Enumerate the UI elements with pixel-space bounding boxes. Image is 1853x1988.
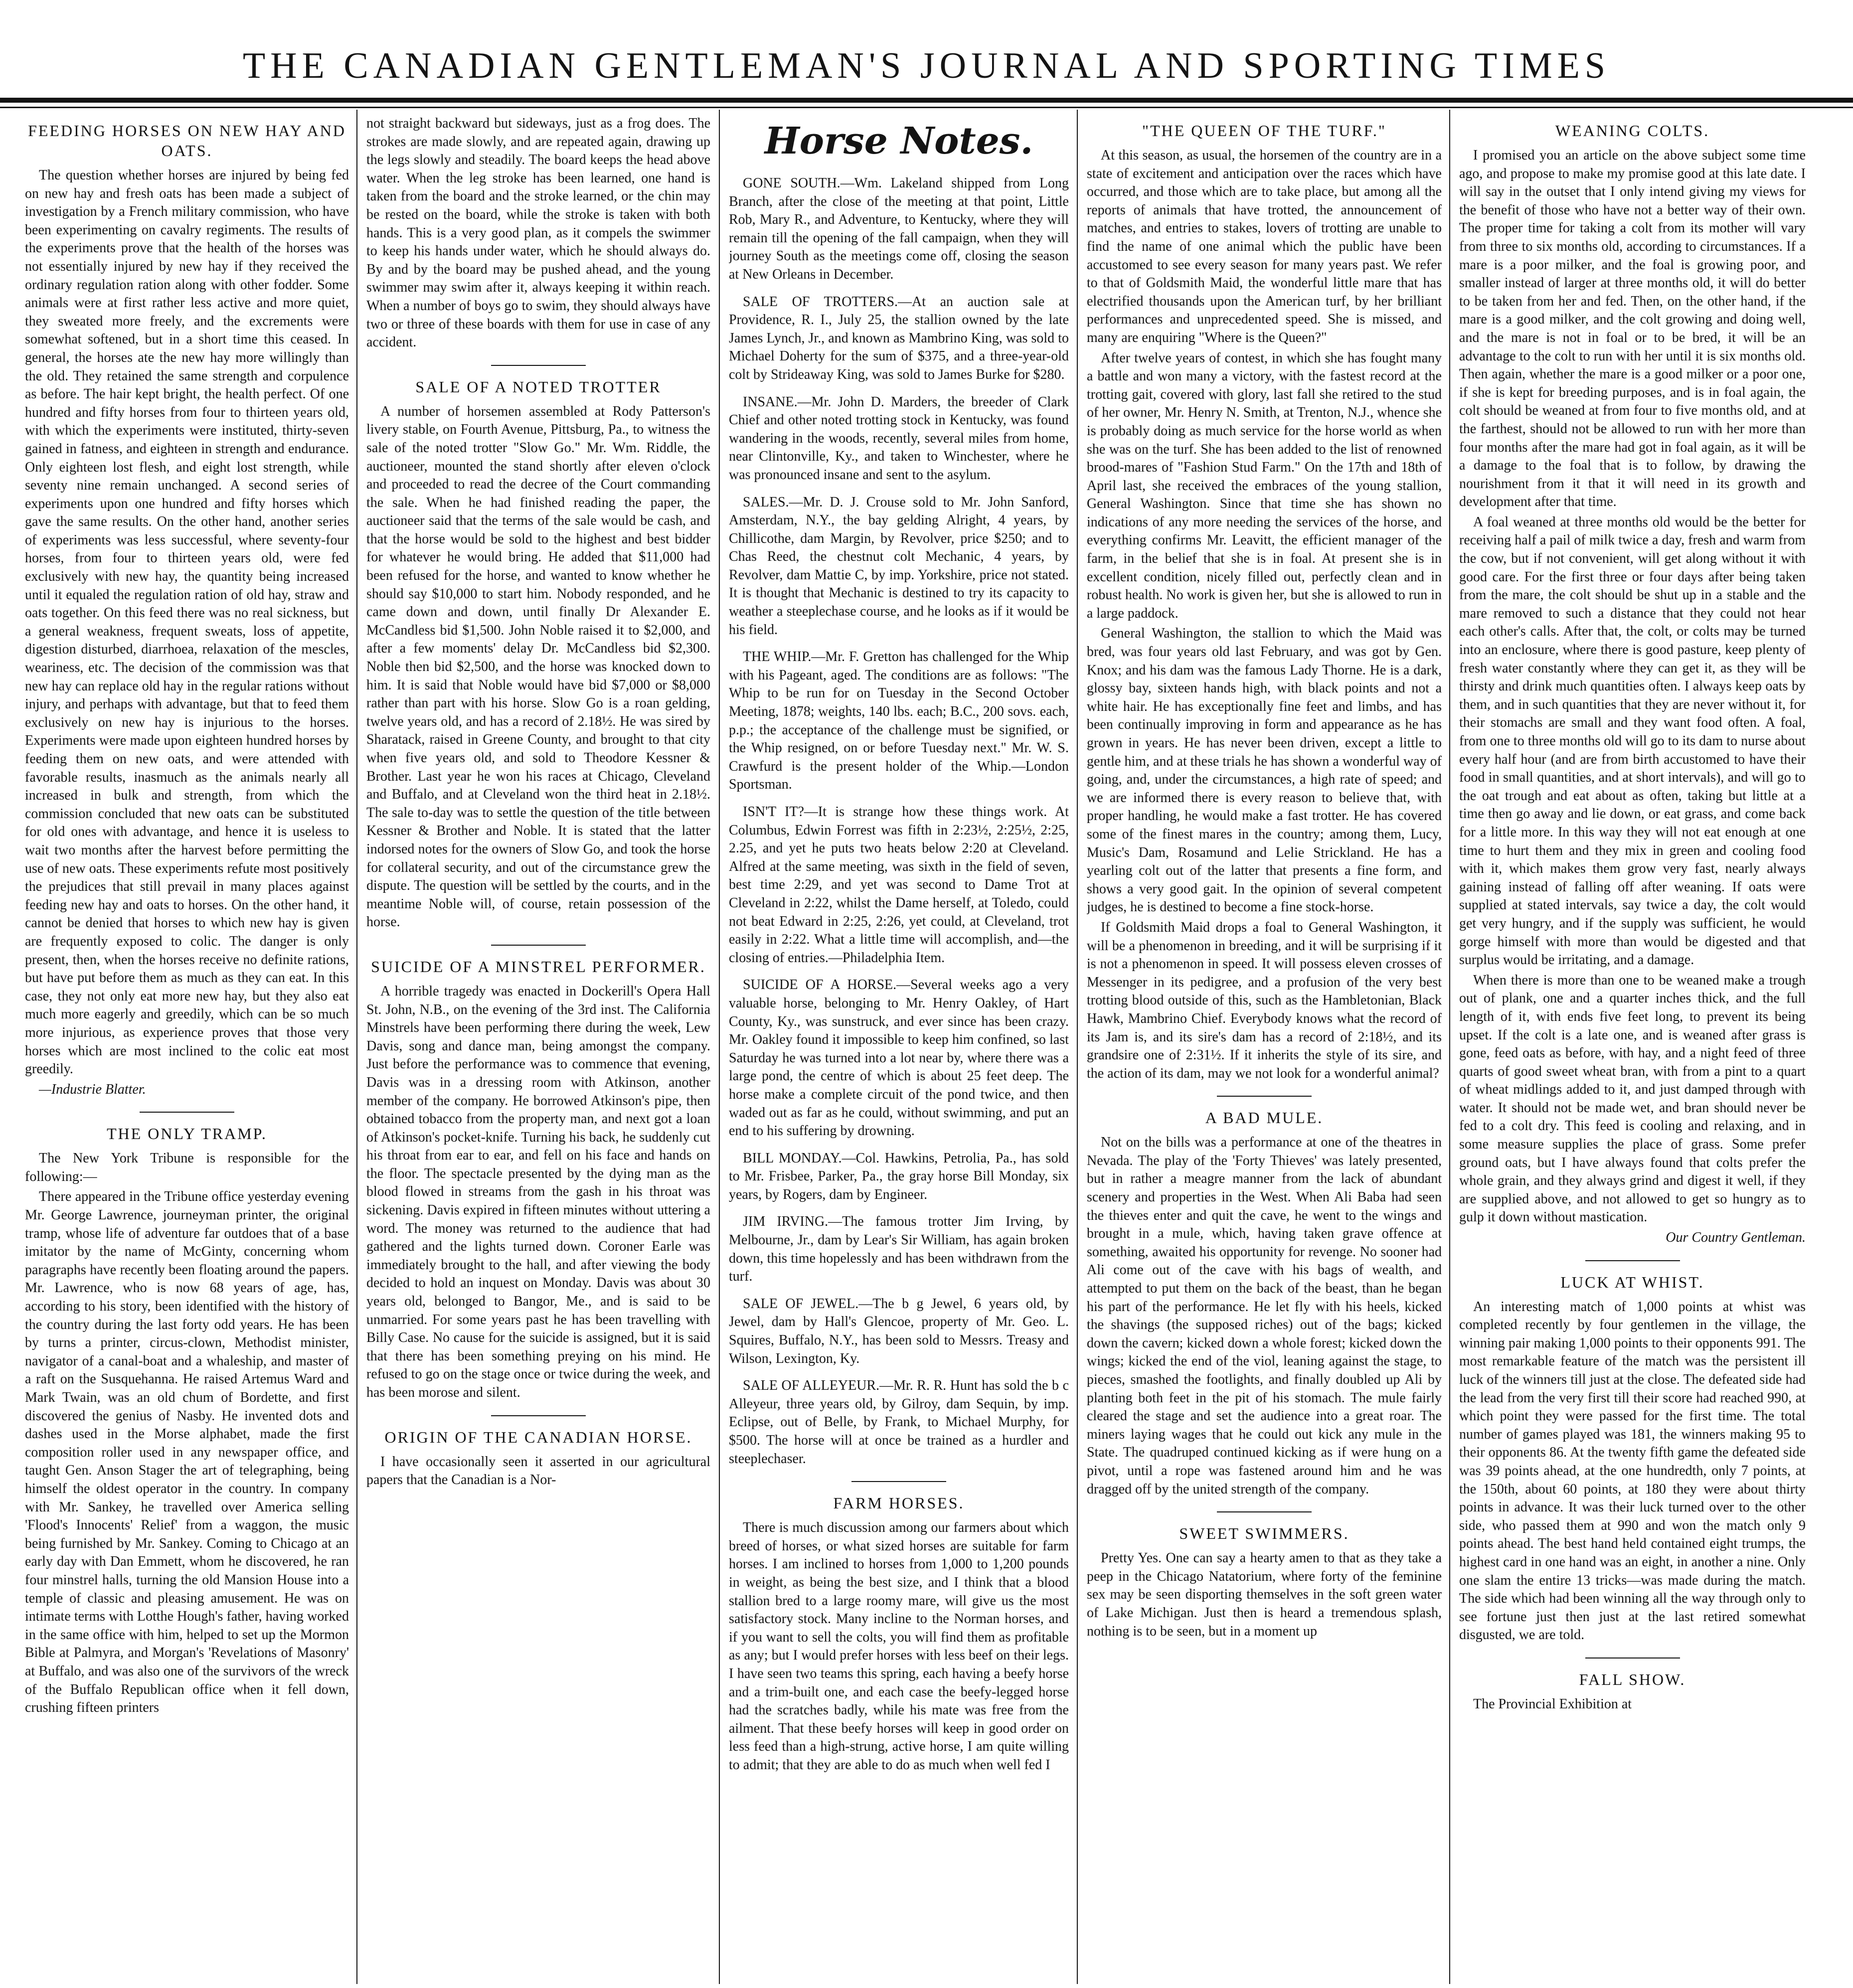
- column-1: [25, 115, 349, 1979]
- headline-sweet-swimmers: SWEET SWIMMERS.: [1179, 1524, 1349, 1543]
- headline-suicide-minstrel: SUICIDE OF A MINSTREL PERFORMER.: [371, 957, 706, 976]
- note-item: ISN'T IT?—It is strange how these things work. At Columbus, Edwin Forrest was fifth in 2:23½, 2:25½, 2:25, 2.25, and yet he puts two heats below 2:20 at Cleveland. Alfred at the same meeting, was sixth in the field of seven, best time 2:29, and yet was second to Dame Trot at Cleveland in 2:22, whilst the Dame herself, at Toledo, could not beat Edward in 2:25, 2:26, yet could, at Cleveland, trot easily in 2:22. What a little time will accomplish, and—the closing of entries.—Philadelphia Item.: [729, 804, 1069, 966]
- masthead: THE CANADIAN GENTLEMAN'S JOURNAL AND SPORTING TIMES: [242, 45, 1610, 86]
- article-paragraph: The Provincial Exhibition at: [1473, 1696, 1632, 1712]
- article-paragraph: not straight backward but sideways, just as a frog does. The strokes are made slowly, and are repeated again, drawing up the legs slowly and steadily. The board keeps the head above water. When the leg stroke has been learned, one hand is taken from the board and the stroke learned, or the chin may be rested on the board, while the stroke is taken with both hands. This is a very good plan, as it compels the swimmer to keep his hands under water, which he should always do. By and by the board may be pushed ahead, and the young swimmer may swim after it, always keeping it within reach. When a number of boys go to swim, they should always have two or three of these boards with them for use in case of any accident.: [366, 116, 710, 350]
- note-item: GONE SOUTH.—Wm. Lakeland shipped from Long Branch, after the close of the meeting at that point, Little Rob, Mary R., and Adventure, to Kentucky, where they will remain till the opening of the fall campaign, when they will journey South as the meetings come off, closing the season at New Orleans in December.: [729, 175, 1069, 282]
- article-paragraph: At this season, as usual, the horsemen of the country are in a state of excitement and anticipation over the races which have occurred, and those which are to take place, but among all the reports of animals that have trotted, the announcement of matches, and entries to stakes, lovers of trotting are unable to find the name of one animal which the public have been accustomed to see every season for many years past. We refer to that of Goldsmith Maid, the wonderful little mare that has electrified thousands upon the American turf, by her brilliant performances and unprecedented speed. She is missed, and many are enquiring "Where is the Queen?": [1087, 148, 1442, 345]
- article-paragraph: A number of horsemen assembled at Rody Patterson's livery stable, on Fourth Avenue, Pittsburg, Pa., to witness the sale of the noted trotter "Slow Go." Mr. Wm. Riddle, the auctioneer, mounted the stand shortly after eleven o'clock and proceeded to read the decree of the Court commanding the sale. When he had finished reading the paper, the auctioneer said that the terms of the sale would be cash, and that the horse would be sold to the highest and best bidder for whatever he would bring. He added that $11,000 had been refused for the horse, and wanted to know whether he should say $10,000 to start him. Nobody responded, and he came down and down, until finally Dr Alexander E. McCandless bid $1,500. John Noble raised it to $2,000, and after a few moments' delay Dr. McCandless bid $2,300. Noble then bid $2,500, and the horse was knocked down to him. It is said that Noble would have bid $7,000 or $8,000 rather than part with his horse. Slow Go is a roan gelding, twelve years old, and has a record of 2.18½. He was sired by Sharatack, raised in Greene County, and brought to that city when five years old, and sold to Theodore Kessner & Brother. Last year he won his races at Chicago, Cleveland and Buffalo, and at Cleveland won the third heat in 2.18½. The sale to-day was to settle the question of the title between Kessner & Brother and Noble. It is stated that the latter indorsed notes for the owners of Slow Go, and took the horse for collateral security, and out of the circumstance grew the dispute. The question will be settled by the courts, and in the meantime Noble will, of course, retain possession of the horse.: [366, 403, 710, 930]
- headline-queen-of-turf: "THE QUEEN OF THE TURF.": [1142, 122, 1386, 140]
- column-divider: [356, 110, 357, 1984]
- column-2: [366, 115, 710, 1979]
- note-item: SALE OF JEWEL.—The b g Jewel, 6 years old, by Jewel, dam by Hall's Glencoe, property of Mr. Geo. L. Squires, Buffalo, N.Y., has been sold to Messrs. Treasy and Wilson, Lexington, Ky.: [729, 1296, 1069, 1366]
- note-item: SALE OF ALLEYEUR.—Mr. R. R. Hunt has sold the b c Alleyeur, three years old, by Gilroy, dam Sequin, by imp. Eclipse, out of Belle, by Frank, to Michael Murphy, for $500. The horse will at once be trained as a hurdler and steeplechaser.: [729, 1378, 1069, 1467]
- article-paragraph: I have occasionally seen it asserted in our agricultural papers that the Canadian is a Nor-: [366, 1454, 710, 1488]
- article-paragraph: When there is more than one to be weaned make a trough out of plank, one and a quarter inches thick, and the full length of it, with ends five feet long, to prevent its being upset. If the colt is a late one, and is weaned after grass is gone, feed oats as before, with hay, and a night feed of three quarts of good sweet wheat bran, with from a pint to a quart of wheat midlings added to it, and just damped through with water. It should not be made wet, and bran should never be fed to a colt dry. This feed is cooling and relaxing, and in some measure supplies the place of grass. Some prefer ground oats, but I have always found that colts prefer the whole grain, and they always grind and digest it well, if they are supplied above, and not allowed to get so hungry as to gulp it down without mastication.: [1459, 972, 1806, 1225]
- article-credit: Our Country Gentleman.: [1666, 1230, 1806, 1246]
- article-paragraph: I promised you an article on the above subject some time ago, and propose to make my promise good at this late date. I will say in the outset that I only intend giving my views for the benefit of those who have not a better way of their own. The proper time for taking a colt from its mother will vary from three to six months old, according to circumstances. If a mare is a poor milker, and the foal is growing poor, and smaller instead of larger at three months old, it will do better to be taken from her and fed. Then, on the other hand, if the mare is a good milker, and the colt growing and doing well, and the mare is not in foal or to be bred, it will be an advantage to the colt to run with her until it is six months old. Then again, whether the mare is a good milker or a poor one, if she is kept for breeding purposes, and is in foal again, the colt should be weaned at from four to five months old, and at the farthest, should not be allowed to run with her more than four months after the mare had got in foal again, as it will be a damage to the foal that is to follow, by drawing the nourishment from it that it will need in its growth and development after that time.: [1459, 148, 1806, 510]
- section-separator: [851, 1481, 946, 1482]
- article-paragraph: There is much discussion among our farmers about which breed of horses, or what sized horses are suitable for farm horses. I am inclined to horses from 1,000 to 1,200 pounds in weight, as being the best size, and I think that a blood stallion bred to a large roomy mare, will give us the most satisfactory stock. Many incline to the Norman horses, and if you want to sell the colts, you will find them as profitable as any; but I would prefer horses with less beef on their legs. I have seen two teams this spring, each having a beefy horse and a trim-built one, and each case the beefy-legged horse had the scratches badly, while his mate was free from the ailment. That these beefy horses will keep in good order on less feed than a high-strung, active horse, I am quite willing to admit; that they are able to do as much when well fed I: [729, 1520, 1069, 1773]
- note-item: SUICIDE OF A HORSE.—Several weeks ago a very valuable horse, belonging to Mr. Henry Oakley, of Hart County, Ky., was sunstruck, and ever since has been crazy. Mr. Oakley found it impossible to keep him confined, so last Saturday he was turned into a lot near by, where there was a large pond, the centre of which is about 25 feet deep. The horse make a complete circuit of the pond twice, and then waded out as far as he could, without swimming, and put an end to his suffering by drowning.: [729, 977, 1069, 1139]
- section-separator: [1217, 1511, 1312, 1512]
- article-credit: —Industrie Blatter.: [39, 1081, 146, 1097]
- headline-origin-canadian-horse: ORIGIN OF THE CANADIAN HORSE.: [384, 1428, 692, 1446]
- column-divider: [1077, 110, 1078, 1984]
- headline-weaning-colts: WEANING COLTS.: [1555, 122, 1710, 140]
- article-paragraph: If Goldsmith Maid drops a foal to General Washington, it will be a phenomenon in breeding, and it will be surprising if it is not a phenomenon in speed. It will possess eleven crosses of Messenger in its pedigree, and a profusion of the very best trotting blood outside of this, such as the Hambletonian, Black Hawk, Mambrino Chief. Everybody knows what the record of its Jam is, and its sire's dam has a record of 2:18½, and its grandsire one of 2:31½. If it inherits the style of its sire, and the action of its dam, may we not look for a wonderful animal?: [1087, 919, 1442, 1081]
- article-paragraph: A horrible tragedy was enacted in Dockerill's Opera Hall St. John, N.B., on the evening of the 3rd inst. The California Minstrels have been performing there during the week, Lew Davis, song and dance man, being amongst the company. Just before the performance was to commence that evening, Davis was in a dressing room with Atkinson, another member of the company. He borrowed Atkinson's pipe, then obtained tobacco from the property man, and next got a loan of Atkinson's pocket-knife. Turning his back, he suddenly cut his throat from ear to ear, and fell on his face and hands on the floor. The spectacle presented by the dying man as the blood flowed in streams from the gash in his throat was sickening. Davis expired in fifteen minutes without uttering a word. The money was returned to the audience that had gathered and the lights turned down. Coroner Earle was immediately brought to the hall, and after viewing the body decided to hold an inquest on Monday. Davis was about 30 years old, belonged to Bangor, Me., and is said to be unmarried. For some years past he has been travelling with Billy Case. No cause for the suicide is assigned, but it is said that there has been something preying on his mind. He refused to go on the stage once or twice during the week, and has been morose and silent.: [366, 983, 710, 1400]
- note-item: BILL MONDAY.—Col. Hawkins, Petrolia, Pa., has sold to Mr. Frisbee, Parker, Pa., the gray horse Bill Monday, six years, by Rogers, dam by Engineer.: [729, 1150, 1069, 1202]
- note-item: SALE OF TROTTERS.—At an auction sale at Providence, R. I., July 25, the stallion owned by the late James Lynch, Jr., and known as Mambrino King, was sold to Michael Doherty for the sum of $375, and a three-year-old colt by Strideaway King, was sold to James Burke for $280.: [729, 294, 1069, 382]
- article-paragraph: Pretty Yes. One can say a hearty amen to that as they take a peep in the Chicago Natatorium, where forty of the feminine sex may be seen disporting themselves in the soft green water of Lake Michigan. Just then is heard a tremendous splash, nothing is to be seen, but in a moment up: [1087, 1550, 1442, 1639]
- note-item: JIM IRVING.—The famous trotter Jim Irving, by Melbourne, Jr., dam by Lear's Sir William, has again broken down, this time hopelessly and has been withdrawn from the turf.: [729, 1214, 1069, 1285]
- headline-luck-at-whist: LUCK AT WHIST.: [1560, 1273, 1704, 1291]
- article-paragraph: The New York Tribune is responsible for the following:—: [25, 1151, 349, 1184]
- headline-sale-noted-trotter: SALE OF A NOTED TROTTER: [415, 377, 662, 396]
- note-item: SALES.—Mr. D. J. Crouse sold to Mr. John Sanford, Amsterdam, N.Y., the bay gelding Alright, 4 years, by Chillicothe, dam Margin, by Revolver, price $250; and to Chas Reed, the chestnut colt Mechanic, 4 years, by Revolver, dam Mattie C, by imp. Yorkshire, price not stated. It is thought that Mechanic is destined to try its capacity to weather a steeplechase course, and he looks as if it would be his field.: [729, 494, 1069, 638]
- column-5: [1459, 115, 1806, 1979]
- section-separator: [491, 945, 586, 946]
- section-separator: [1217, 1096, 1312, 1097]
- section-separator: [491, 1415, 586, 1416]
- article-paragraph: A foal weaned at three months old would be the better for receiving half a pail of milk twice a day, fresh and warm from the cow, but if not convenient, will get along without it with good care. For the first three or four days after being taken from the mare, the colt should be shut up in a stable and the mare removed to such a distance that they could not hear each other's calls. After that, the colt, or colts may be turned into an enclosure, where there is good pasture, keep plenty of fresh water constantly where they can get it, as they will be thirsty and drink much quantities often. I always keep oats by them, and in such quantities that they are never without it, for their stomachs are small and they want food often. A foal, from one to three months old will go to its dam to nurse about every half hour (and are from birth accustomed to have their food in small quantities, and at short intervals), and will go to the oat trough and eat about as often, taking but little at a time then go away and lie down, or eat grass, and come back for a little more. In this way they will not eat enough at one time to hurt them and they mix in green and cooling food with it, which makes them grow very fast, nearly always gaining instead of falling off after weaning. If oats were supplied at stated intervals, say twice a day, the colt would get very hungry, and if the supply was sufficient, he would gorge himself with more than would be digested and that surplus would be irritating, and a damage.: [1459, 514, 1806, 968]
- section-separator: [491, 365, 586, 366]
- section-title-horse-notes: Horse Notes.: [764, 120, 1033, 163]
- headline-bad-mule: A BAD MULE.: [1205, 1109, 1324, 1127]
- article-paragraph: The question whether horses are injured by being fed on new hay and fresh oats has been made a subject of investigation by a French military commission, who have been experimenting on cavalry regiments. The results of the experiments prove that the health of the horses was not essentially injured by new hay if they received the ordinary regulation ration along with other fodder. Some animals were at first rather less active and more quiet, they sweated more freely, and the excrements were somewhat softened, but in a short time this ceased. In general, the horses ate the new hay more willingly than the old. They retained the same strength and corpulence as before. The hair kept bright, the health perfect. Of one hundred and fifty horses from four to thirteen years old, with which the experiments were instituted, thirty-seven gained in fatness, and eighteen in strength and endurance. Only eighteen lost flesh, and eight lost strength, while seventy nine remain unchanged. A second series of experiments upon one hundred and fifty horses which gave the same results. On the other hand, another series of experiments was less successful, where seventy-four horses, from four to thirteen years old, were fed exclusively with new hay, the quantity being increased until it equaled the regulation ration of old hay, straw and oats together. On this feed there was no real sickness, but a general weakness, frequent sweats, loss of appetite, digestion disturbed, diarrhoea, relaxation of the mescles, weariness, etc. The decision of the commission was that new hay can replace old hay in the regular rations without injury, and perhaps with advantage, but that to feed them exclusively on new hay is injurious to the horses. Experiments were made upon eighteen hundred horses by feeding them on new oats, and were attended with favorable results, inasmuch as the animals nearly all increased in bulk and strength, from which the commission concluded that new oats can be substituted for old ones with advantage, and hence it is useless to wait two months after the harvest before permitting the use of new oats. These experiments refute most positively the prejudices that still prevail in many places against feeding new hay and oats to horses. On the other hand, it cannot be denied that horses to which new hay is given are frequently exposed to colic. The danger is only present, then, when the horses receive no definite rations, but have put before them as much as they can eat. In this case, they not only eat more new hay, but they also eat much more eagerly and greedily, which can be so much more injurious, as experience proves that those very horses which are most inclined to the colic eat most greedily.: [25, 167, 349, 1077]
- note-item: INSANE.—Mr. John D. Marders, the breeder of Clark Chief and other noted trotting stock in Kentucky, was found wandering in the woods, recently, several miles from home, near Clintonville, Ky., and taken to Winchester, where he was pronounced insane and sent to the asylum.: [729, 394, 1069, 483]
- column-divider: [1449, 110, 1450, 1984]
- note-item: THE WHIP.—Mr. F. Gretton has challenged for the Whip with his Pageant, aged. The conditions are as follows: "The Whip to be run for on Tuesday in the Second October Meeting, 1878; weights, 140 lbs. each; B.C., 200 sovs. each, p.p.; the acceptance of the challenge must be signified, or the Whip resigned, on or before Tuesday next." Mr. W. S. Crawfurd is the present holder of the Whip.—London Sportsman.: [729, 649, 1069, 793]
- article-paragraph: After twelve years of contest, in which she has fought many a battle and won many a victory, with the fastest record at the trotting gait, covered with glory, last fall she retired to the stud of her owner, Mr. Henry N. Smith, at Trenton, N.J., whence she is probably doing as much service for the horse world as when she was on the turf. She has been added to the list of renowned brood-mares of "Fashion Stud Farm." On the 17th and 18th of April last, she received the embraces of the young stallion, General Washington. Since that time she has shown no indications of any more needing the services of the horse, and everything confirms Mr. Leavitt, the efficient manager of the farm, in the belief that she is in foal. At present she is in excellent condition, nicely filled out, perfectly clean and in robust health. No work is given her, but she is allowed to run in a large paddock.: [1087, 350, 1442, 621]
- headline-feeding-horses: FEEDING HORSES ON NEW HAY AND OATS.: [28, 122, 346, 160]
- article-paragraph: General Washington, the stallion to which the Maid was bred, was four years old last February, and was got by Gen. Knox; and his dam was the famous Lady Thorne. He is a dark, glossy bay, sixteen hands high, with black points and not a white hair. He has exceptionally fine feet and limbs, and has been continually improving in form and appearance as he has grown in years. He has never been driven, except a little to gentle him, and at these trials he has shown a wonderful way of going, and, under the circumstances, a high rate of speed; and we are informed there is every reason to believe that, with proper handling, he would make a fast trotter. He has covered some of the finest mares in the country; among them, Lucy, Music's Dam, Rosamund and Lelie Strickland. He has a yearling colt out of the latter that presents a fine form, and shows a very good gait. In the opinion of several competent judges, he is destined to become a fine stock-horse.: [1087, 626, 1442, 915]
- masthead-rule-thin: [0, 107, 1853, 108]
- headline-farm-horses: FARM HORSES.: [833, 1494, 965, 1512]
- section-separator: [1585, 1657, 1680, 1658]
- article-paragraph: Not on the bills was a performance at one of the theatres in Nevada. The play of the 'Forty Thieves' was lately presented, but in rather a meagre manner from the lack of abundant scenery and properties in the West. When Ali Baba had seen the thieves enter and quit the cave, he went to the wings and brought in a mule, which, having taken grave offence at something, awaited his opportunity for revenge. No sooner had Ali come out of the cave with his bags of wealth, and attempted to put them on the back of the beast, than he began his part of the performance. He let fly with his heels, kicked the shavings (the supposed riches) out of the bags; kicked down the cavern; kicked down a whole forest; kicked down the wings; kicked the end of the viol, leaning against the stage, to pieces, smashed the footlights, and finally doubled up Ali by planting both feet in the pit of his stomach. The mule fairly cleared the stage and set the audience into a great roar. The miners laying wages that he could out kick any mule in the State. The quadruped continued kicking as if were hung on a pivot, until a rope was fastened around him and he was dragged off by the united strength of the company.: [1087, 1135, 1442, 1497]
- column-divider: [719, 110, 720, 1984]
- column-4: [1087, 115, 1442, 1979]
- masthead-rule-thick: [0, 98, 1853, 103]
- column-3: [729, 115, 1069, 1979]
- headline-only-tramp: THE ONLY TRAMP.: [107, 1125, 267, 1143]
- article-paragraph: An interesting match of 1,000 points at whist was completed recently by four gentlemen in the village, the winning pair making 1,000 points to their opponents 991. The most remarkable feature of the match was the persistent ill luck of the winners till just at the close. The defeated side had the lead from the very first till their score had reached 990, at which point they were passed for the first time. The total number of games played was 181, the winners making 95 to their opponents 86. At the twenty fifth game the defeated side was 39 points ahead, at the one hundredth, only 7 points, at the 150th, about 60 points, at 180 they were about thirty points in advance. It was their luck turned over to the other side, who passed them at 990 and won the match only 9 points ahead. The best hand held contained eight trumps, the highest card in one hand was an eight, in another a nine. Only one slam the entire 13 tricks—was made during the match. The side which had been winning all the way through only to see fortune just then just at the last retired somewhat disgusted, we are told.: [1459, 1299, 1806, 1643]
- article-paragraph: There appeared in the Tribune office yesterday evening Mr. George Lawrence, journeyman printer, the original tramp, whose life of adventure far outdoes that of a base imitator by the name of McGinty, concerning whom paragraphs have recently been floating around the papers. Mr. Lawrence, who is now 68 years of age, has, according to his story, been identified with the history of the country during the last forty odd years. He has been by turns a printer, circus-clown, Methodist minister, navigator of a canal-boat and a whaleship, and master of a raft on the Susquehanna. He raised Artemus Ward and Mark Twain, was an old chum of Bordette, and first discovered the genius of Nasby. He invented dots and dashes used in the Morse alphabet, made the first composition roller used in any newspaper office, and taught Gen. Anson Stager the art of telegraphing, being himself the oldest operator in the country. In company with Mr. Sankey, he travelled over America selling 'Flood's Innocents' Relief' from a waggon, the music being furnished by Mr. Sankey. Coming to Chicago at an early day with Dan Emmett, whom he discovered, he ran four minstrel halls, turning the old Mansion House into a temple of classic and pleasing amusement. He was on intimate terms with Lotthe Hough's father, having worked in the same office with him, helped to set up the Mormon Bible at Palmyra, and Morgan's 'Revelations of Masonry' at Buffalo, and was also one of the survivors of the wreck of the Buffalo Republican office when it fell down, crushing fifteen printers: [25, 1189, 349, 1716]
- headline-fall-show: FALL SHOW.: [1579, 1670, 1686, 1688]
- section-separator: [1585, 1260, 1680, 1261]
- section-separator: [140, 1112, 234, 1113]
